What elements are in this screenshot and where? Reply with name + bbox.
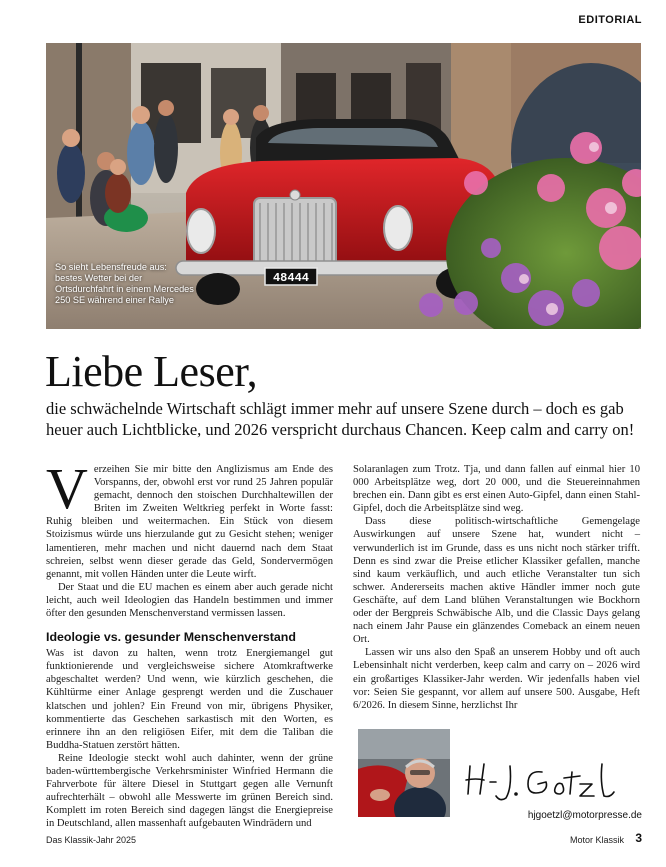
author-email[interactable]: hjgoetzl@motorpresse.de	[527, 810, 642, 821]
license-plate: 48444	[272, 271, 310, 285]
footer-publication: Das Klassik-Jahr 2025	[46, 835, 137, 845]
paragraph-7: Lassen wir uns also den Spaß an unserem Hobby und oft auch Lebensinhalt nicht verderben, keep calm and carry on – 2026 wird ein großartiges Klassiker-Jahr werden. Wir jedenfalls haben viel vor: Seien Sie gespannt, vor allem auf unsere 500. Ausgabe, Heft 6/2026. In diesem Sinne, herzlichst Ihr	[353, 647, 640, 711]
headline: Liebe Leser,	[45, 347, 258, 396]
author-signature	[462, 758, 632, 804]
paragraph-2: Der Staat und die EU machen es einem aber auch gerade nicht leicht, auch weil Ideologien das Handeln bestimmen und immer öfter den gesunden Menschenverstand vermissen lassen.	[46, 581, 333, 620]
left-column	[46, 456, 333, 830]
lead-paragraph: die schwächelnde Wirtschaft schlägt immer mehr auf unsere Szene durch – doch es gab heuer auch Lichtblicke, und 2026 verspricht durchaus Chancen. Keep calm and carry on!	[46, 399, 635, 439]
right-column	[353, 463, 640, 712]
paragraph-1: Verzeihen Sie mir bitte den Anglizismus am Ende des Vorspanns, der, obwohl erst vor rund 25 Jahren populär gemacht, dennoch den stoischen Durchhaltewillen der Briten im Zweiten Weltkrieg perfekt in Worte fasst: Ruhig bleiben und weitermachen. Ein Stück von diesem Stoizismus würde uns hierzulande gut zu Gesicht stehen; weniger lamentieren, mehr machen und nicht dauernd nach dem Staat schreien, selbst wenn dieser gerade das Geld, Sondervermögen genannt, mit vollen Händen unter die Leute wirft.	[46, 456, 333, 580]
page-number: 3	[635, 831, 642, 845]
author-photo	[358, 729, 450, 817]
paragraph-4: Reine Ideologie steckt wohl auch dahinter, wenn der grüne baden-württembergische Verkehrsminister Winfried Hermann die Fahrverbote für ältere Diesel in Stuttgart gegen alle Vernunft aufrechterhält – obwohl alle Messwerte im grünen Bereich sind. Komplett im roten Bereich sind dagegen längst die Energiepreise in Deutschland, allen massenhaft aufgebauten Windrädern und	[46, 752, 333, 830]
paragraph-6: Dass diese politisch-wirtschaftliche Gemengelage Auswirkungen auf unsere Szene hat, wundert nicht – verwunderlich ist im Grunde, dass es uns nicht noch stärker trifft. Denn es sind zwar die Preise etlicher Klassiker gefallen, manche sind kaum verkäuflich, und auch etliche Veranstalter tun sich schwer. Andererseits machen aktive Händler immer noch gute Geschäfte, auf dem Land blühen Veranstaltungen wie Bockhorn oder der Bergpreis Schwäbische Alb, und die Classic Days gelang nach einem Jahr Pause ein glänzendes Comeback an einem neuen Ort.	[353, 516, 640, 646]
photo-caption: So sieht Lebensfreude aus: bestes Wetter bei der Ortsdurchfahrt in einem Mercedes 250 SE während einer Rallye	[55, 262, 194, 305]
paragraph-3: Was ist davon zu halten, wenn trotz Energiemangel gut funktionierende und vergleichsweise sichere Atomkraftwerke abgeschaltet werden? Und wenn, wie kürzlich geschehen, die Kühltürme einer Anlage gesprengt werden und die Zuschauer klatschen und johlen? Ein Freund von mir, übrigens Physiker, kommentierte das Geschehen sarkastisch mit den Worten, es erinnere ihn an den religiösen Eifer, mit dem die Taliban die Buddha-Statuen zerstört hätten.	[46, 648, 333, 751]
section-label: EDITORIAL	[578, 14, 642, 26]
subheading: Ideologie vs. gesunder Menschenverstand	[46, 630, 296, 645]
paragraph-5: Solaranlagen zum Trotz. Tja, und dann fallen auf einmal hier 10 000 Arbeitsplätze weg, dort 20 000, und die Steuereinnahmen brechen ein. Dann gibt es erst einen Auto-Gipfel, dann einen Stahl-Gipfel, doch die Arbeitsplätze sind weg.	[353, 464, 640, 515]
footer-magazine: Motor Klassik	[569, 835, 624, 845]
drop-cap: V	[46, 456, 88, 521]
